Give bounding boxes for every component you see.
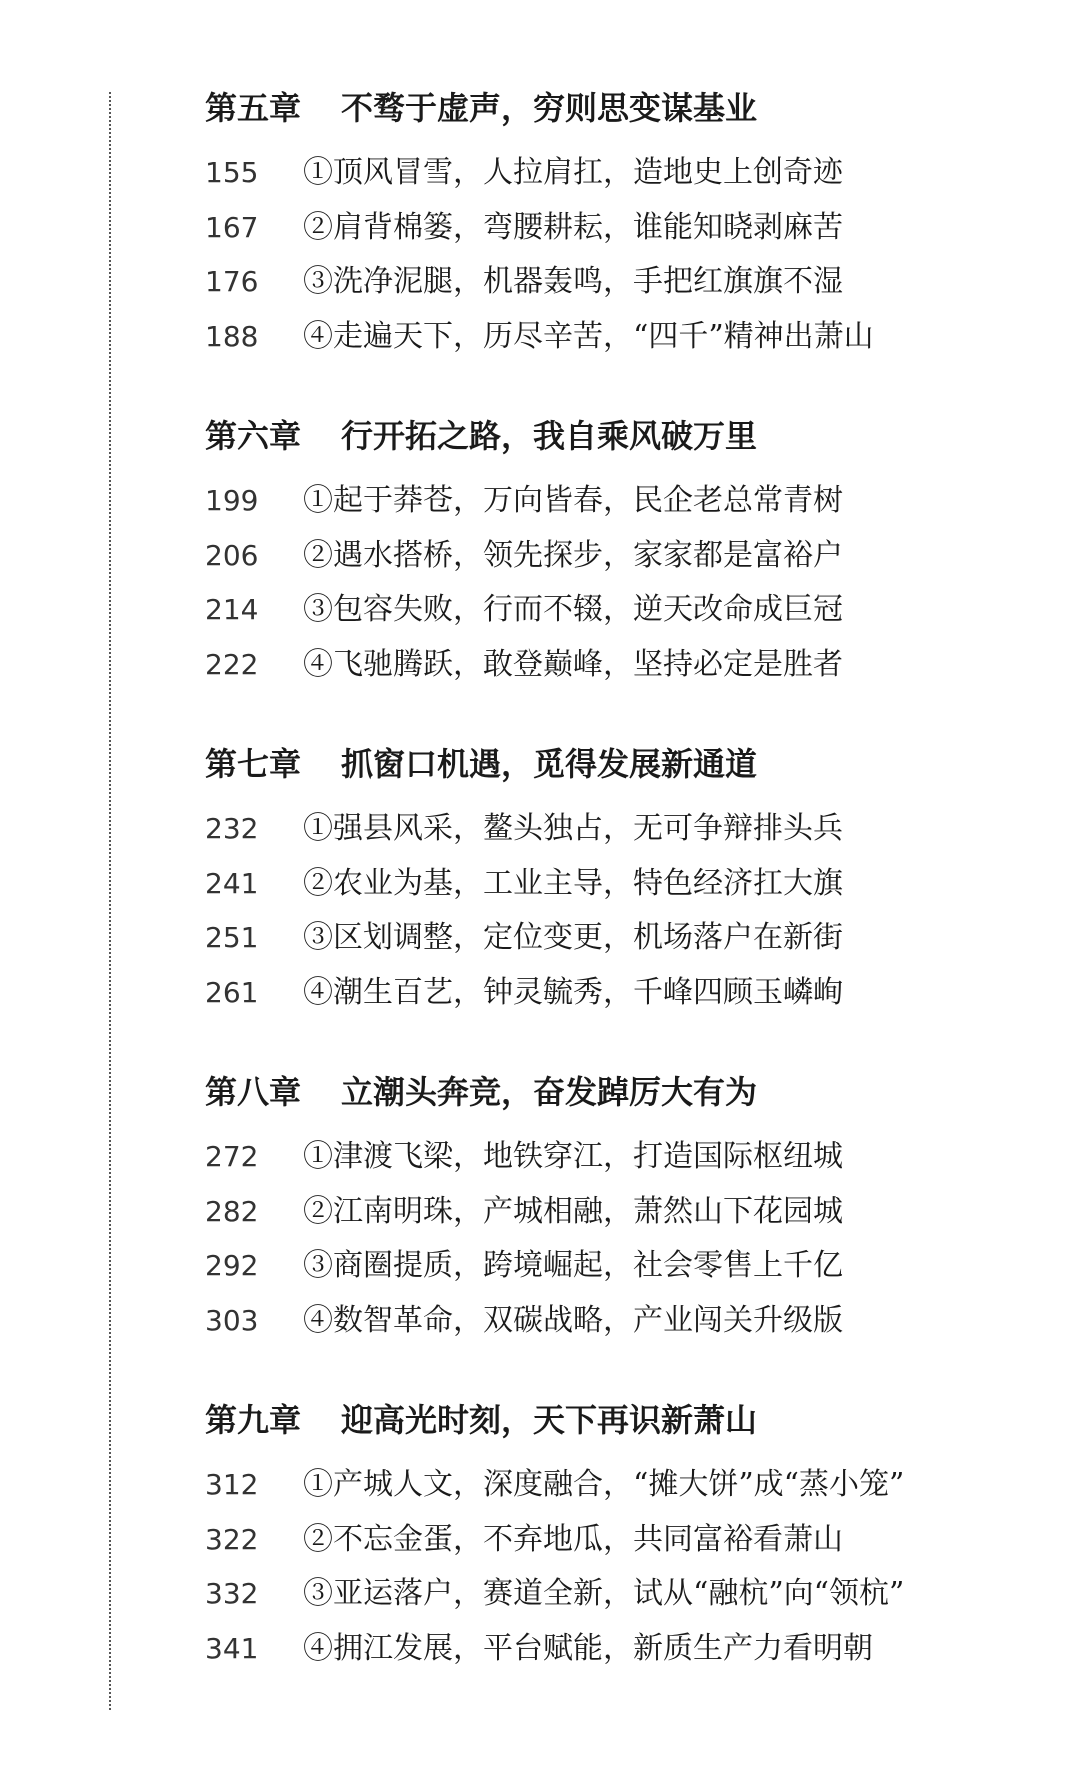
page-number: 303 [205, 1303, 259, 1337]
toc-entry[interactable] [205, 1567, 1045, 1622]
toc-entry[interactable] [205, 201, 1045, 256]
page-number: 241 [205, 866, 259, 900]
chapter-number: 第五章 [205, 89, 302, 127]
entry-text: ①顶风冒雪，人拉肩扛，造地史上创奇迹 [303, 155, 843, 190]
chapter-heading: 抓窗口机遇，觅得发展新通道 [341, 745, 758, 783]
toc-entry[interactable] [205, 146, 1045, 201]
chapter-number: 第六章 [205, 417, 302, 455]
page-number: 232 [205, 812, 259, 845]
chapter-8 [205, 1064, 1045, 1348]
page-number: 199 [205, 484, 259, 517]
toc-entry[interactable] [205, 802, 1045, 857]
entry-text: ②遇水搭桥，领先探步，家家都是富裕户 [303, 537, 843, 573]
entry-text: ②农业为基，工业主导，特色经济扛大旗 [303, 865, 843, 901]
chapter-6 [205, 408, 1045, 692]
page-number: 282 [205, 1194, 259, 1228]
page-number: 188 [205, 319, 259, 353]
chapter-title[interactable] [205, 80, 1045, 136]
toc-entry[interactable] [205, 1622, 1045, 1677]
page-number: 341 [205, 1631, 259, 1665]
entry-text: ③包容失败，行而不辍，逆天改命成巨冠 [303, 592, 843, 627]
entry-text: ④飞驰腾跃，敢登巅峰，坚持必定是胜者 [303, 646, 843, 682]
toc-entry[interactable] [205, 1239, 1045, 1294]
entry-text: ④潮生百艺，钟灵毓秀，千峰四顾玉嶙峋 [303, 974, 843, 1010]
page-number: 312 [205, 1468, 259, 1501]
chapter-title[interactable] [205, 1064, 1045, 1120]
chapter-heading: 迎高光时刻，天下再识新萧山 [341, 1401, 758, 1439]
chapter-number: 第九章 [205, 1401, 302, 1439]
chapter-title[interactable] [205, 1392, 1045, 1448]
page-number: 167 [205, 210, 259, 244]
page-number: 332 [205, 1577, 259, 1610]
chapter-5 [205, 80, 1045, 364]
entry-text: ④走遍天下，历尽辛苦，“四千”精神出萧山 [303, 318, 874, 354]
dotted-divider [109, 92, 111, 1710]
toc-entry[interactable] [205, 1185, 1045, 1240]
entry-text: ③商圈提质，跨境崛起，社会零售上千亿 [303, 1248, 843, 1283]
entry-text: ③区划调整，定位变更，机场落户在新街 [303, 920, 843, 955]
toc-entry[interactable] [205, 911, 1045, 966]
toc-entry[interactable] [205, 966, 1045, 1021]
toc-entry[interactable] [205, 310, 1045, 365]
page-number: 261 [205, 975, 259, 1009]
page-number: 251 [205, 921, 259, 954]
entry-text: ②肩背棉篓，弯腰耕耘，谁能知晓剥麻苦 [303, 209, 843, 245]
entry-text: ①起于莽苍，万向皆春，民企老总常青树 [303, 483, 843, 518]
toc-entry[interactable] [205, 857, 1045, 912]
page-number: 292 [205, 1249, 259, 1282]
entry-text: ①强县风采，鳌头独占，无可争辩排头兵 [303, 811, 843, 846]
chapter-title[interactable] [205, 408, 1045, 464]
page-number: 155 [205, 156, 259, 189]
chapter-number: 第七章 [205, 745, 302, 783]
page-number: 222 [205, 647, 259, 681]
page-number: 214 [205, 593, 259, 626]
entry-text: ①津渡飞梁，地铁穿江，打造国际枢纽城 [303, 1139, 843, 1174]
chapter-number: 第八章 [205, 1073, 302, 1111]
chapter-9 [205, 1392, 1045, 1676]
entry-text: ②江南明珠，产城相融，萧然山下花园城 [303, 1193, 843, 1229]
chapter-title[interactable] [205, 736, 1045, 792]
entry-text: ①产城人文，深度融合，“摊大饼”成“蒸小笼” [303, 1467, 905, 1502]
entry-text: ②不忘金蛋，不弃地瓜，共同富裕看萧山 [303, 1521, 843, 1557]
entry-text: ④拥江发展，平台赋能，新质生产力看明朝 [303, 1630, 873, 1666]
toc-entry[interactable] [205, 474, 1045, 529]
chapter-heading: 行开拓之路，我自乘风破万里 [341, 417, 758, 455]
page-number: 206 [205, 538, 259, 572]
table-of-contents [205, 80, 1045, 1720]
entry-text: ③洗净泥腿，机器轰鸣，手把红旗旗不湿 [303, 264, 843, 299]
toc-entry[interactable] [205, 1294, 1045, 1349]
page-number: 176 [205, 265, 259, 298]
toc-entry[interactable] [205, 255, 1045, 310]
toc-entry[interactable] [205, 1130, 1045, 1185]
entry-text: ④数智革命，双碳战略，产业闯关升级版 [303, 1302, 843, 1338]
toc-entry[interactable] [205, 583, 1045, 638]
toc-entry[interactable] [205, 1458, 1045, 1513]
toc-entry[interactable] [205, 1513, 1045, 1568]
page-number: 272 [205, 1140, 259, 1173]
entry-text: ③亚运落户，赛道全新，试从“融杭”向“领杭” [303, 1576, 905, 1611]
chapter-7 [205, 736, 1045, 1020]
chapter-heading: 不骛于虚声，穷则思变谋基业 [341, 89, 758, 127]
page-number: 322 [205, 1522, 259, 1556]
toc-entry[interactable] [205, 529, 1045, 584]
chapter-heading: 立潮头奔竞，奋发踔厉大有为 [341, 1073, 758, 1111]
toc-entry[interactable] [205, 638, 1045, 693]
